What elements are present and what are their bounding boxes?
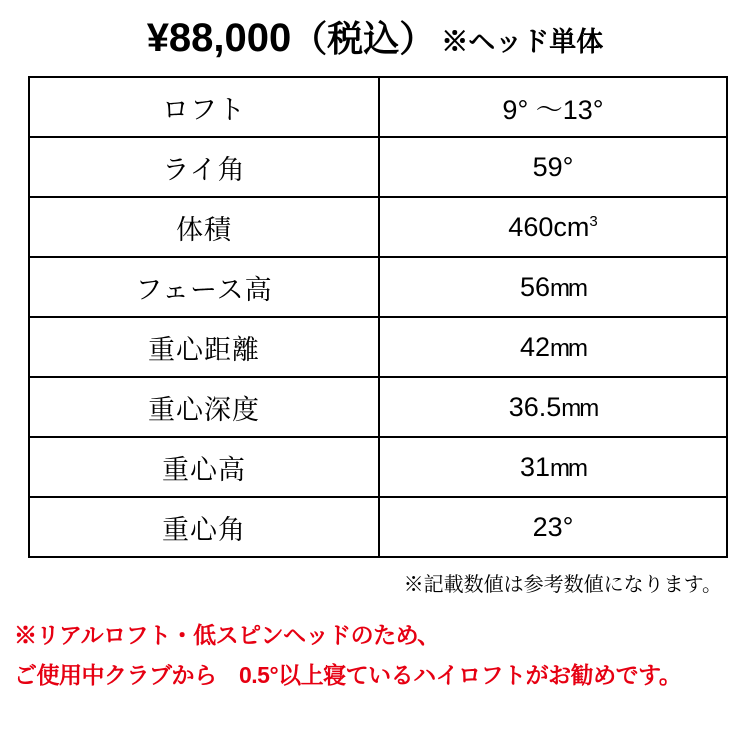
- price-amount: ¥88,000: [146, 16, 292, 60]
- spec-value: [379, 437, 727, 497]
- table-row: [29, 377, 727, 437]
- warning-line-2: ご使用中クラブから 0.5°以上寝ているハイロフトがお勧めです。: [14, 662, 682, 689]
- spec-label: 重心高: [29, 437, 379, 497]
- spec-label: 重心距離: [29, 317, 379, 377]
- spec-value-superscript: 3: [589, 212, 598, 230]
- spec-value-unit: mm: [561, 394, 598, 422]
- spec-value: 59°: [379, 137, 727, 197]
- spec-value: [379, 377, 727, 437]
- warning-block: [14, 615, 736, 696]
- warning-line-1: ※リアルロフト・低スピンヘッドのため、: [14, 622, 440, 648]
- table-row: [29, 257, 727, 317]
- spec-value-text: 36.5: [508, 391, 562, 422]
- spec-value-unit: mm: [550, 334, 587, 362]
- spec-label: ロフト: [29, 77, 379, 137]
- spec-value-unit: mm: [550, 274, 587, 302]
- spec-value-unit: mm: [550, 454, 587, 482]
- spec-table-container: [28, 76, 722, 558]
- spec-label: フェース高: [29, 257, 379, 317]
- spec-value: 9° ～13°: [379, 77, 727, 137]
- spec-value-text: 56: [519, 271, 551, 302]
- spec-label: 重心角: [29, 497, 379, 557]
- table-row: [29, 77, 727, 137]
- spec-value: [379, 197, 727, 257]
- spec-value-text: 31: [519, 451, 551, 482]
- table-footnote: ※記載数値は参考数値になります。: [403, 574, 722, 596]
- table-row: [29, 497, 727, 557]
- spec-value-text: 460cm: [508, 211, 590, 242]
- spec-value: [379, 257, 727, 317]
- table-row: [29, 437, 727, 497]
- spec-value-text: 42: [519, 331, 551, 362]
- table-row: [29, 317, 727, 377]
- spec-table: [28, 76, 728, 558]
- spec-label: ライ角: [29, 137, 379, 197]
- spec-label: 体積: [29, 197, 379, 257]
- price-note: ※ヘッド単体: [441, 27, 604, 57]
- table-row: [29, 197, 727, 257]
- price-tax-label: （税込）: [291, 18, 436, 59]
- price-header: [0, 0, 750, 66]
- spec-value: [379, 317, 727, 377]
- spec-value: 23°: [379, 497, 727, 557]
- spec-label: 重心深度: [29, 377, 379, 437]
- table-row: [29, 137, 727, 197]
